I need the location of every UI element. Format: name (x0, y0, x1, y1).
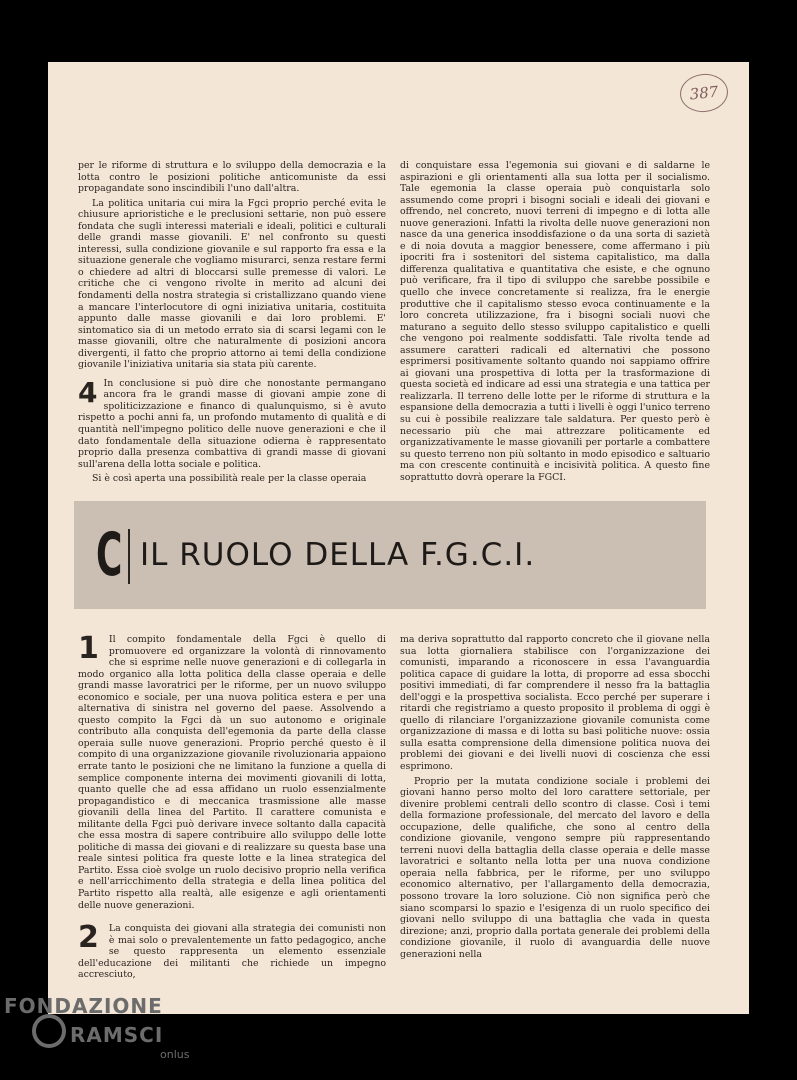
section-divider (128, 529, 130, 584)
paragraph-number: 1 (78, 631, 99, 666)
watermark-foundation: FONDAZIONE (4, 994, 163, 1018)
paragraph-text: Il compito fondamentale della Fgci è quello di promuovere ed organizzare la volontà di rinnovamento che si esprime nelle nuove generazioni e di collegarla in modo organico alla lotta politica della classe operaia e delle grandi masse lavoratrici per le riforme, per un nuovo sviluppo economico e sociale, per una nuova politica estera e per una alternativa di sinistra nel governo del paese. Assolvendo a questo compito la Fgci dà un suo autonomo e originale contributo alla conquista dell'egemonia da parte della classe operaia sulle nuove generazioni. Proprio perché questo è il compito di una organizzazione giovanile rivoluzionaria appaiono errate tanto le posizioni che ne limitano la funzione a quella di semplice componente interna dei movimenti giovanili di lotta, quanto quelle che ad essa affidano un ruolo essenzialmente propagandistico e di meccanica trasmissione alle masse giovanili della linea del Partito. Il carattere comunista e militante della Fgci può derivare invece soltanto dalla capacità che essa mostra di sapere contribuire allo sviluppo delle lotte politiche di massa dei giovani e di realizzare su questa base una reale sintesi politica fra queste lotte e la linea strategica del Partito. Essa cioè svolge un ruolo decisivo proprio nella verifica e nell'arricchimento della strategia e della linea politica del Partito rispetto alla realtà, alle esigenze e agli orientamenti delle nuove generazioni. (78, 634, 386, 911)
numbered-paragraph (78, 920, 386, 981)
section-letter: C (96, 520, 123, 590)
watermark-onlus: onlus (160, 1048, 190, 1061)
paragraph: Proprio per la mutata condizione sociale i problemi dei giovani hanno perso molto del loro carattere settoriale, per divenire problemi centrali dello scontro di classe. Così i temi della formazione professionale, del mercato del lavoro e della occupazione, delle qualifiche, che sono al centro della condizione giovanile, vengono sempre più rappresentando terreni nuovi della battaglia della classe operaia e delle masse lavoratrici e soltanto nella lotta per una nuova condizione operaia nella fabbrica, per le riforme, per uno sviluppo economico alternativo, per l'allargamento della democrazia, possono trovare la loro soluzione. Ciò non significa però che siano scomparsi lo spazio e l'esigenza di un ruolo specifico dei giovani nello sviluppo di una battaglia che vada in questa direzione; anzi, proprio dalla portata generale dei problemi della condizione giovanile, il ruolo di avanguardia delle nuove generazioni nella (400, 775, 710, 960)
paragraph: La politica unitaria cui mira la Fgci proprio perché evita le chiusure aprioristiche e le preclusioni settarie, non può essere fondata che sugli interessi materiali e ideali, politici e culturali delle grandi masse giovanili. E' nel confronto su questi interessi, sulla condizione giovanile e sul rapporto fra essa e la situazione generale che vogliamo misurarci, senza restare fermi o chiedere ad altri di bloccarsi sulle premesse di valori. Le critiche che ci vengono rivolte in merito ad alcuni dei fondamenti della nostra strategia si cristallizzano quando viene a mancare l'interlocutore di ogni iniziativa unitaria, costituita appunto dalle masse giovanili e dai loro problemi. E' sintomatico sia di un metodo errato sia di scarsi legami con le masse giovanili, oltre che naturalmente di posizioni ancora divergenti, il fatto che proprio attorno ai temi della condizione giovanile l'iniziativa unitaria sia stata più carente. (78, 197, 386, 371)
watermark-g-logo-icon (32, 1014, 66, 1048)
text-column-bottom-left (78, 631, 386, 981)
numbered-paragraph (78, 375, 386, 470)
paragraph-number: 4 (78, 375, 98, 409)
paragraph: ma deriva soprattutto dal rapporto concreto che il giovane nella sua lotta giornaliera stabilisce con l'organizzazione dei comunisti, imparando a riconoscere in essa l'avanguardia politica capace di guidare la lotta, di proporre ad essa sbocchi positivi immediati, di far comprendere il nesso fra la battaglia dell'oggi e la prospettiva socialista. Ecco perché per superare i ritardi che registriamo a questo proposito il problema di oggi è quello di rilanciare l'organizzazione giovanile comunista come organizzazione di massa e di lotta su basi politiche nuove: ossia sulla esatta comprensione della dimensione politica nuova dei problemi dei giovani e dei livelli nuovi di coscienza che essi esprimono. (400, 634, 710, 773)
paragraph-number: 2 (78, 920, 99, 956)
section-title: IL RUOLO DELLA F.G.C.I. (140, 537, 536, 573)
document-page (48, 62, 749, 1014)
numbered-paragraph (78, 631, 386, 911)
paragraph-text: La conquista dei giovani alla strategia dei comunisti non è mai solo o prevalentemente un fatto pedagogico, anche se questo rappresenta un elemento essenziale dell'educazione dei militanti che richiede un impegno accresciuto, (78, 923, 386, 981)
paragraph: Si è così aperta una possibilità reale per la classe operaia (92, 473, 367, 485)
section-header-banner (74, 501, 706, 609)
text-column-bottom-right (400, 634, 710, 960)
text-column-top-left (78, 160, 386, 485)
paragraph: di conquistare essa l'egemonia sui giovani e di saldarne le aspirazioni e gli orientamenti alla sua lotta per il socialismo. Tale egemonia la classe operaia può conquistarla solo assumendo come propri i bisogni sociali e ideali dei giovani e offrendo, nel concreto, nuovi terreni di impegno e di lotta alle nuove generazioni. Infatti la rivolta delle nuove generazioni non nasce da una generica insoddisfazione o da una sorta di sazietà e di noia dovuta a maggior benessere, come affermano i più ipocriti fra i sostenitori del sistema capitalistico, ma dalla differenza qualitativa e quantitativa che esiste, e che ognuno può verificare, fra il tipo di sviluppo che sarebbe possibile e quello che invece concretamente si realizza, fra le energie produttive che il capitalismo stesso evoca continuamente e la loro concreta utilizzazione, fra i bisogni sociali nuovi che maturano a seguito dello stesso sviluppo capitalistico e quelli che vengono poi realmente soddisfatti. Tale rivolta tende ad assumere caratteri radicali ed alternativi che possono esprimersi positivamente soltanto quando noi sappiamo offrire ai giovani una prospettiva di lotta per la trasformazione di questa società ed indicare ad essi una strategia e una tattica per realizzarla. Il terreno delle lotte per le riforme di struttura e la espansione della democrazia a tutti i livelli è oggi l'unico terreno su cui è possibile realizzare tale saldatura. Per questo però è necessario più che mai attrezzare politicamente ed organizzativamente le masse giovanili per portarle a combattere su questo terreno non più soltanto in modo episodico e saltuario ma con crescente continuità e incisività politica. A questo fine soprattutto dovrà operare la FGCI. (400, 160, 710, 483)
archive-number-stamp: 387 (678, 72, 730, 115)
paragraph-text: In conclusione si può dire che nonostante permangano ancora fra le grandi masse di giovani ampie zone di spoliticizzazione e financo di qualunquismo, si è avuto rispetto a pochi anni fa, un profondo mutamento di qualità e di quantità nell'impegno politico delle nuove generazioni e che il dato fondamentale della situazione odierna è rappresentato proprio dalla presenza combattiva di grandi masse di giovani sull'arena della lotta sociale e politica. (78, 377, 386, 470)
text-column-top-right (400, 160, 710, 483)
watermark-gramsci: RAMSCI (70, 1023, 164, 1047)
paragraph: per le riforme di struttura e lo sviluppo della democrazia e la lotta contro le posizioni politiche anticomuniste da essi propagandate sono inscindibili l'uno dall'altra. (78, 160, 386, 195)
